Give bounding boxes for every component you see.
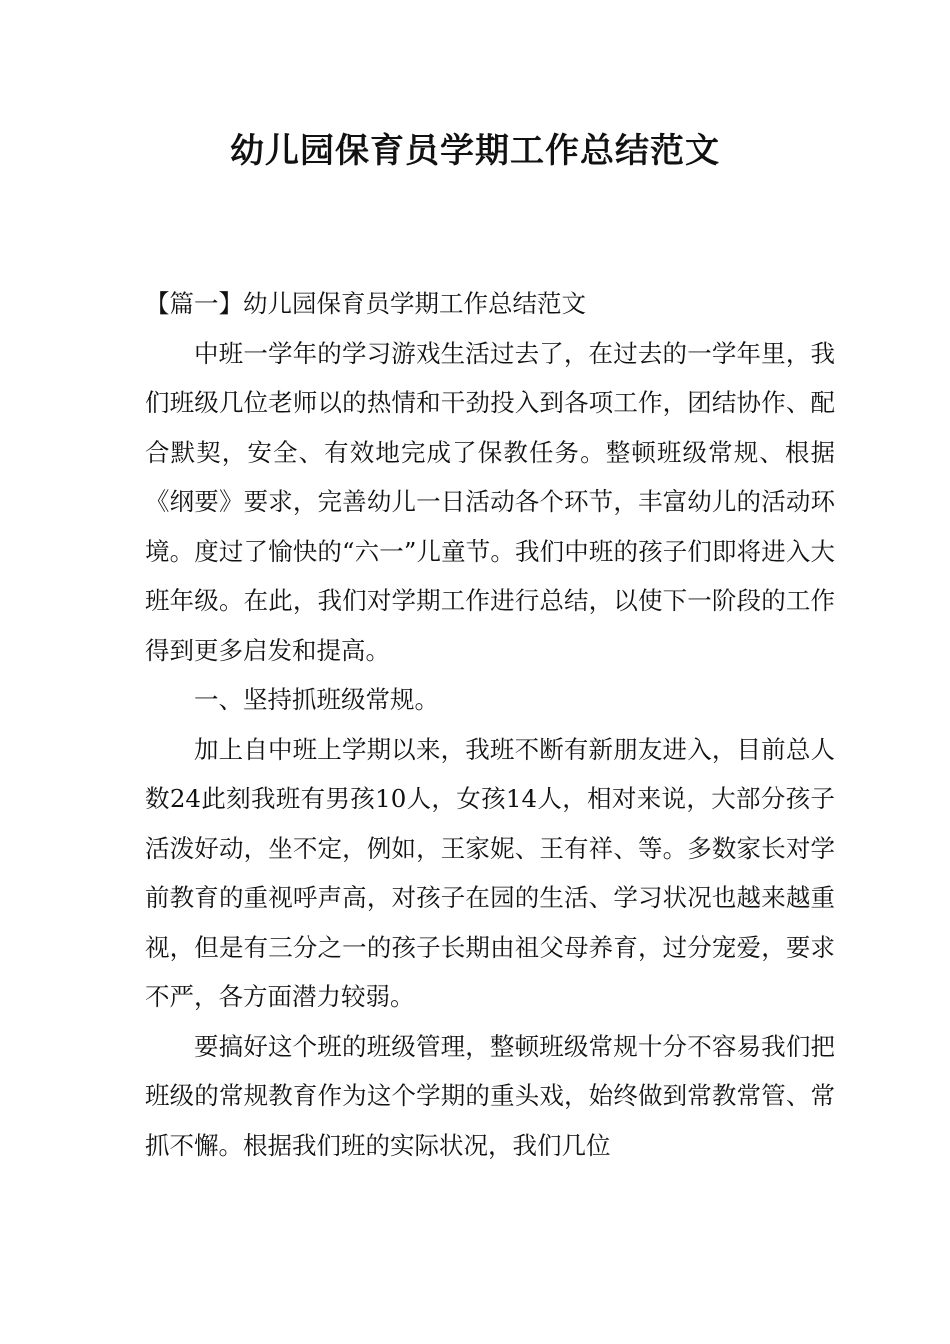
- paragraph-intro: 中班一学年的学习游戏生活过去了，在过去的一学年里，我们班级几位老师以的热情和干劲投入到各项工作，团结协作、配合默契，安全、有效地完成了保教任务。整顿班级常规、根据《纲要》要求，完善幼儿一日活动各个环节，丰富幼儿的活动环境。度过了愉快的“六一”儿童节。我们中班的孩子们即将进入大班年级。在此，我们对学期工作进行总结，以使下一阶段的工作得到更多启发和提高。: [145, 338, 835, 665]
- document-body: [145, 279, 835, 1170]
- paragraph-class-status: 加上自中班上学期以来，我班不断有新朋友进入，目前总人数24此刻我班有男孩10人，女孩14人，相对来说，大部分孩子活泼好动，坐不定，例如，王家妮、王有祥、等。多数家长对学前教育的重视呼声高，对孩子在园的生活、学习状况也越来越重视，但是有三分之一的孩子长期由祖父母养育，过分宠爱，要求不严，各方面潜力较弱。: [145, 734, 835, 1011]
- section-heading: 【篇一】幼儿园保育员学期工作总结范文: [145, 289, 586, 318]
- paragraph-subheading-1: 一、坚持抓班级常规。: [194, 685, 439, 714]
- paragraph-class-management: 要搞好这个班的班级管理，整顿班级常规十分不容易我们把班级的常规教育作为这个学期的重头戏，始终做到常教常管、常抓不懈。根据我们班的实际状况，我们几位: [145, 1031, 835, 1160]
- document-title: 幼儿园保育员学期工作总结范文: [230, 131, 720, 171]
